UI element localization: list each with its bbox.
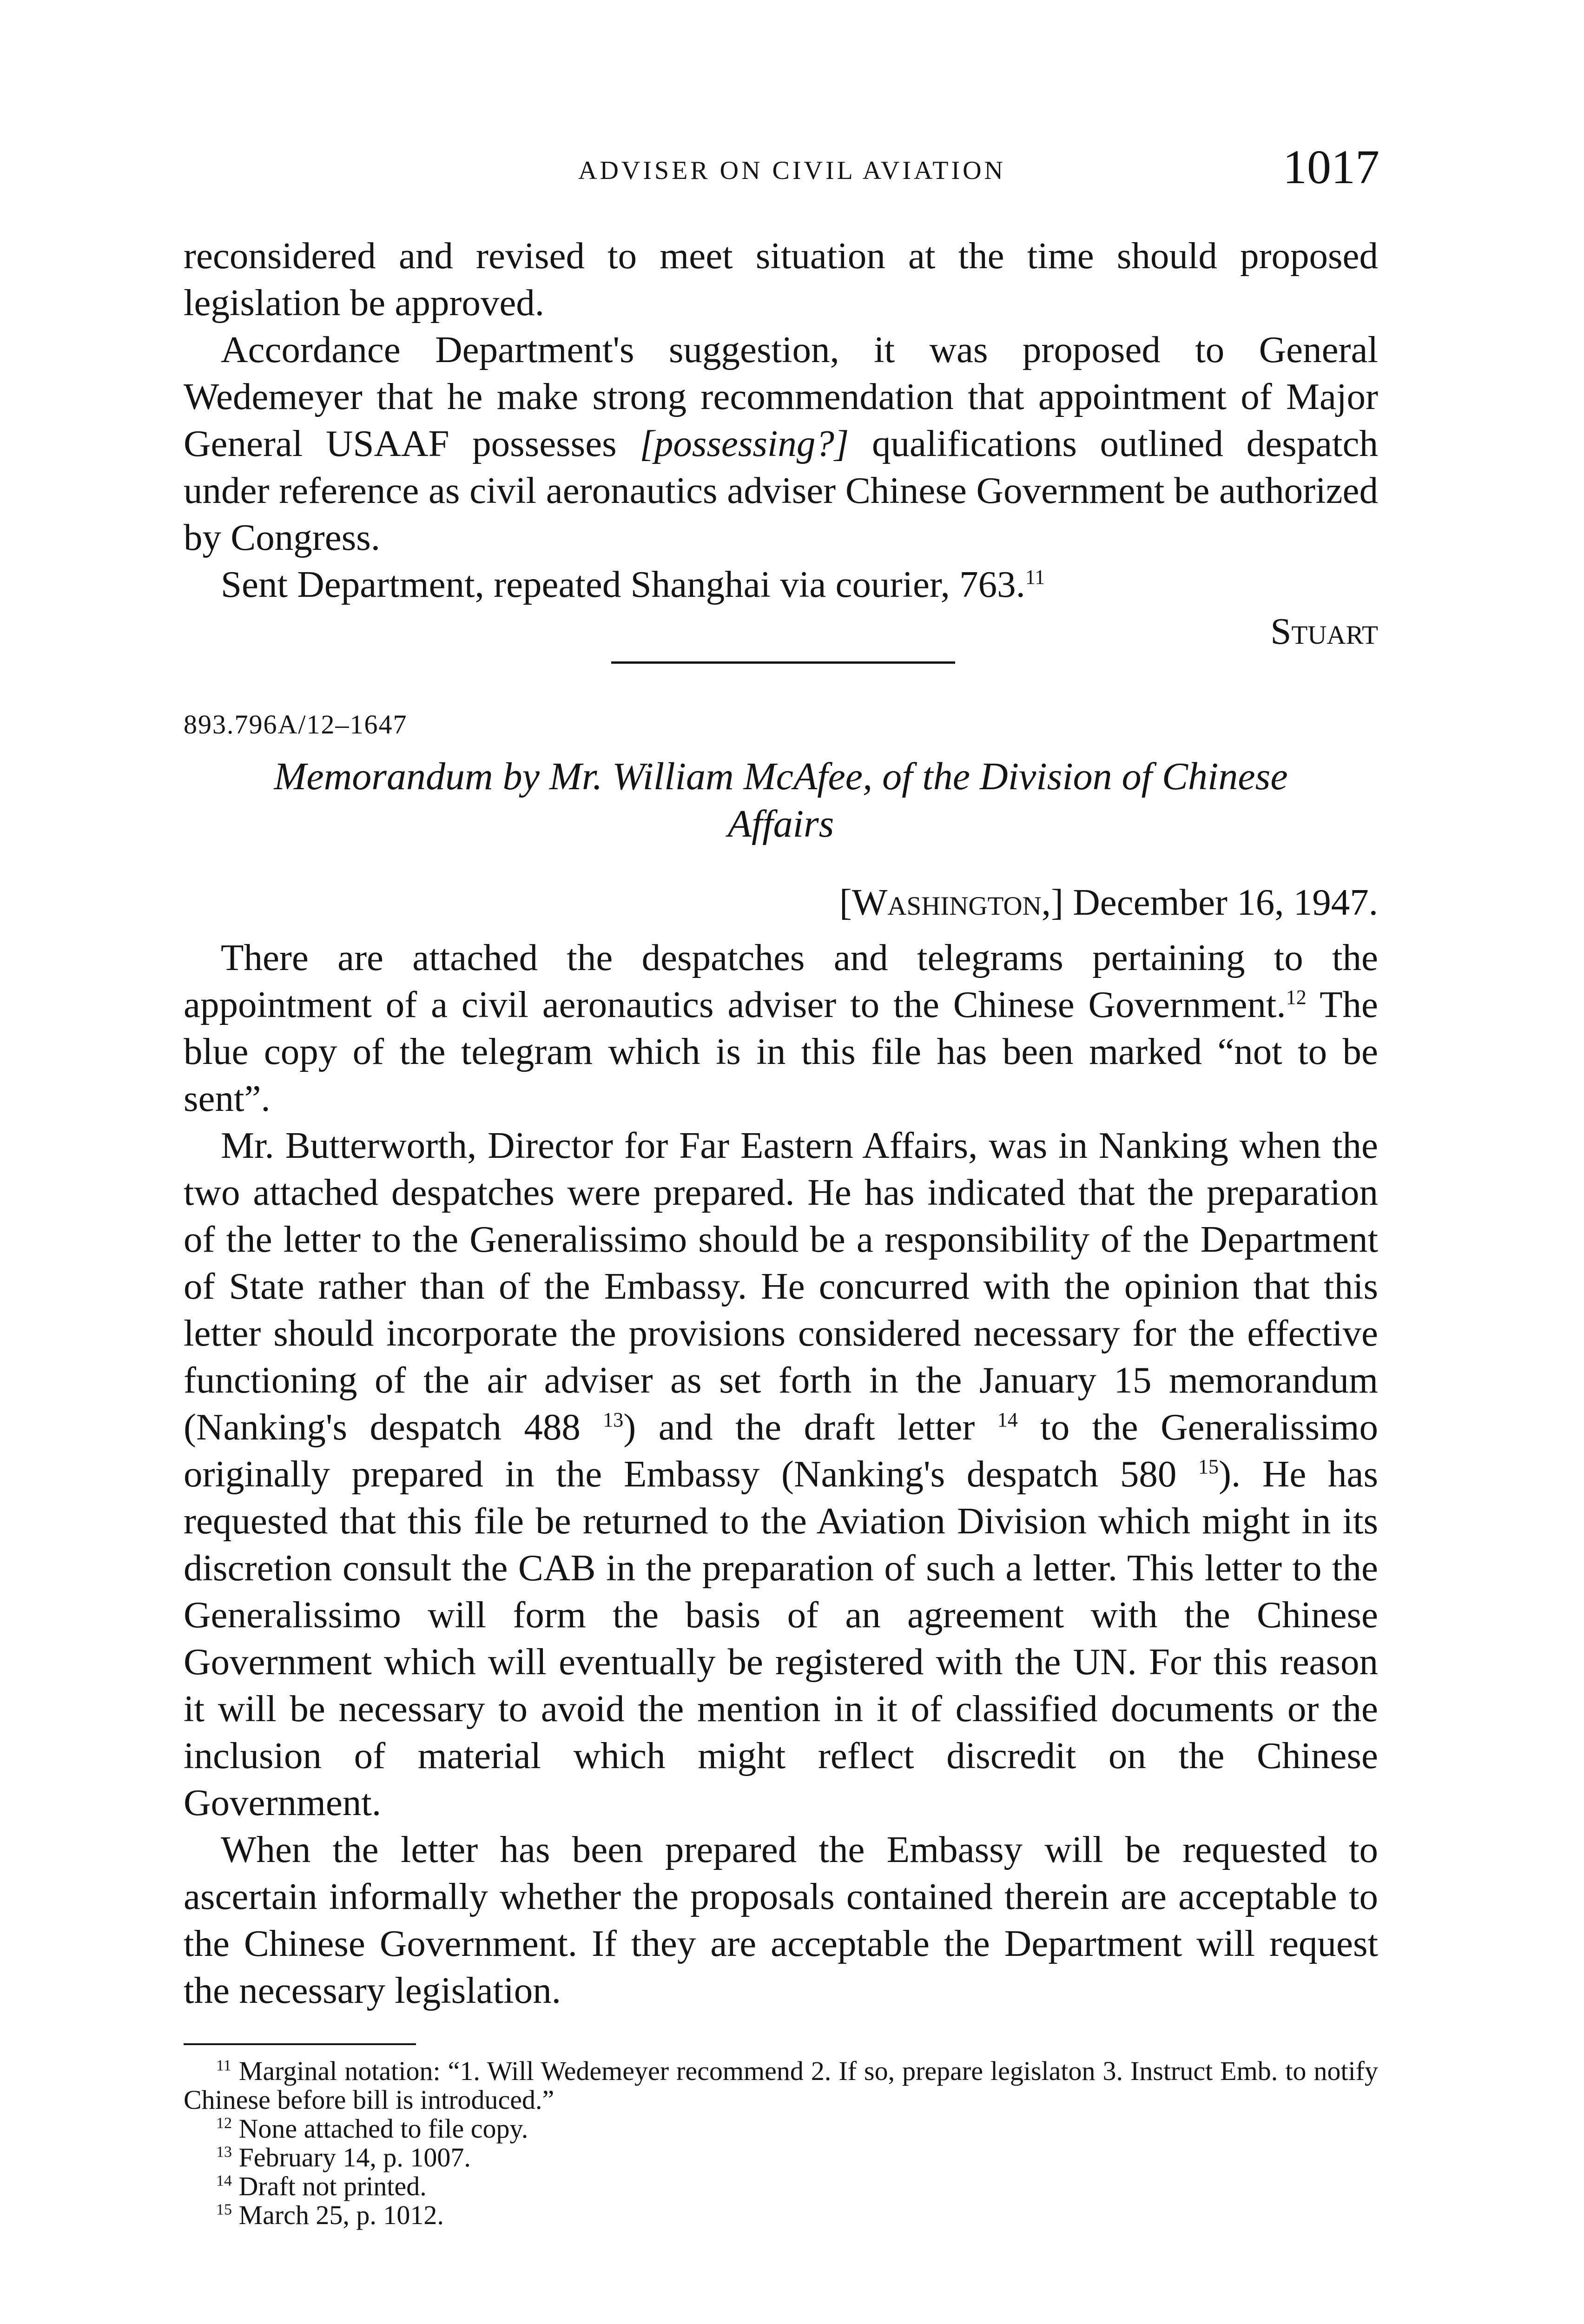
telegram-paragraph-3-text: Sent Department, repeated Shanghai via courier, 763. xyxy=(221,563,1025,605)
memo-paragraph-2-text-a: Mr. Butterworth, Director for Far Eastern Affairs, was in Nanking when the two attached despatches were prepared. He has indicated that the preparation of the letter to the Generalissimo should be a responsibility of the Department of State rather than of the Embassy. He concurred with the opinion that this letter should incorporate the provisions considered necessary for the effective functioning of the air adviser as set forth in the January 15 memorandum (Nanking's despatch 488 xyxy=(184,1124,1378,1448)
footnote-ref-11: 11 xyxy=(1025,566,1045,588)
telegram-paragraph-1: reconsidered and revised to meet situation at the time should proposed legislation be approved. xyxy=(184,235,1378,324)
memo-paragraph-2-text-b: ) and the draft letter xyxy=(623,1406,997,1448)
memo-paragraph-1 xyxy=(184,934,1378,1122)
editorial-bracket-note: [possessing?] xyxy=(640,423,849,464)
page-number: 1017 xyxy=(1283,140,1379,194)
continued-telegram-text xyxy=(184,232,1378,655)
footnote-ref-15: 15 xyxy=(1198,1455,1219,1478)
footnote-text-14: Draft not printed. xyxy=(238,2171,427,2201)
memo-title-line-2: Affairs xyxy=(727,802,834,845)
file-number: 893.796A/12–1647 xyxy=(184,709,408,739)
footnote-divider xyxy=(184,2043,416,2045)
footnotes xyxy=(184,2057,1378,2230)
memo-body xyxy=(184,934,1378,2014)
dateline-place: Washington, xyxy=(851,881,1051,923)
telegram-paragraph-2 xyxy=(184,326,1378,561)
memo-paragraph-1-text-a: There are attached the despatches and telegrams pertaining to the appointment of a civil aeronautics adviser to the Chinese Government. xyxy=(184,937,1378,1025)
footnote-12 xyxy=(184,2114,1378,2143)
footnote-text-13: February 14, p. 1007. xyxy=(238,2142,471,2172)
dateline-date: December 16, 1947. xyxy=(1073,881,1378,923)
signature: Stuart xyxy=(1270,610,1378,652)
footnote-13 xyxy=(184,2143,1378,2172)
footnote-text-12: None attached to file copy. xyxy=(238,2113,528,2144)
footnote-ref-13: 13 xyxy=(603,1408,624,1431)
memo-title xyxy=(184,753,1378,848)
footnote-mark-15: 15 xyxy=(216,2201,232,2218)
running-header-title: ADVISER ON CIVIL AVIATION xyxy=(578,156,1006,185)
footnote-ref-14: 14 xyxy=(997,1408,1018,1431)
telegram-paragraph-3 xyxy=(184,561,1378,608)
footnote-text-11: Marginal notation: “1. Will Wedemeyer recommend 2. If so, prepare legislaton 3. Instruct Emb. to notify Chinese before bill is introduced.” xyxy=(184,2056,1378,2115)
telegram-paragraph-2-text-a: Accordance Department's suggestion, it was proposed to General Wedemeyer that he make strong recommendation that appointment of Major General USAAF possesses xyxy=(184,329,1378,464)
footnote-11 xyxy=(184,2057,1378,2114)
memo-paragraph-2-text-d: ). He has requested that this file be returned to the Aviation Division which might in its discretion consult the CAB in the preparation of such a letter. This letter to the Generalissimo will form the basis of an agreement with the Chinese Government which will eventually be registered with the UN. For this reason it will be necessary to avoid the mention in it of classified documents or the inclusion of material which might reflect discredit on the Chinese Government. xyxy=(184,1453,1378,1823)
memo-paragraph-3: When the letter has been prepared the Embassy will be requested to ascertain informally whether the proposals contained therein are acceptable to the Chinese Government. If they are acceptable the Department will request the necessary legislation. xyxy=(184,1829,1378,2011)
memo-title-line-1: Memorandum by Mr. William McAfee, of the Division of Chinese xyxy=(274,755,1288,798)
footnote-ref-12: 12 xyxy=(1286,986,1307,1009)
telegram-paragraph-2-text-b: qualifications outlined despatch under reference as civil aeronautics adviser Chinese Government be authorized by Congress. xyxy=(184,423,1378,558)
memo-paragraph-1-text-b: The blue copy of the telegram which is in this file has been marked “not to be sent”. xyxy=(184,984,1378,1119)
footnote-14 xyxy=(184,2172,1378,2201)
footnote-text-15: March 25, p. 1012. xyxy=(238,2200,444,2230)
footnote-mark-11: 11 xyxy=(216,2057,231,2074)
footnote-15 xyxy=(184,2201,1378,2230)
section-divider xyxy=(611,661,955,664)
dateline: [Washington,] December 16, 1947. xyxy=(839,881,1378,923)
footnote-mark-12: 12 xyxy=(216,2114,232,2132)
footnote-mark-13: 13 xyxy=(216,2143,232,2161)
memo-paragraph-2-text-c: to the Generalissimo originally prepared in the Embassy (Nanking's despatch 580 xyxy=(184,1406,1378,1495)
memo-paragraph-2 xyxy=(184,1122,1378,1826)
footnote-mark-14: 14 xyxy=(216,2172,232,2190)
